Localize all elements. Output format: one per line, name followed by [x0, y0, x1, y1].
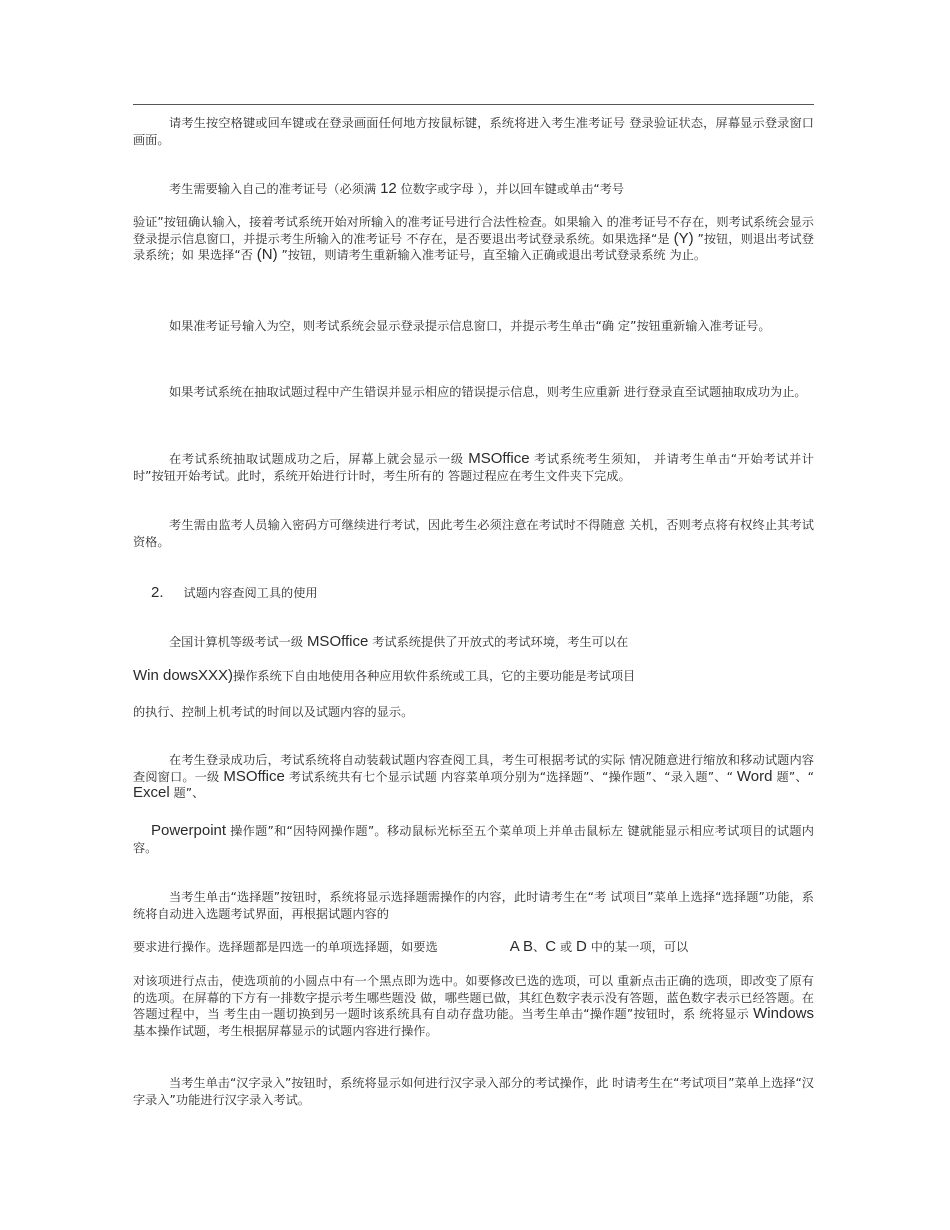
paragraph-empty-id: 如果准考证号输入为空，则考试系统会显示登录提示信息窗口，并提示考生单击“确 定”按钮重新输入准考证号。	[169, 319, 771, 333]
paragraph-chinese-input: 当考生单击“汉字录入”按钮时，系统将显示如何进行汉字录入部分的考试操作，此 时请考生在“考试项目”菜单上选择“汉字录入”功能进行汉字录入考试。	[133, 1076, 814, 1107]
paragraph-powerpoint: Powerpoint 操作题”和“因特网操作题”。移动鼠标光标至五个菜单项上并单击鼠标左 键就能显示相应考试项目的试题内容。	[133, 822, 814, 855]
header-rule	[133, 104, 814, 105]
paragraph-windows-tools: Win dowsXXX)操作系统下自由地使用各种应用软件系统或工具，它的主要功能是考试项目	[133, 667, 636, 684]
paragraph-login-screen: 请考生按空格键或回车键或在登录画面任何地方按鼠标键，系统将进入考生准考证号 登录验证状态，屏幕显示登录窗口画面。	[133, 116, 814, 147]
paragraph-choice-instructions: 要求进行操作。选择题都是四选一的单项选择题，如要选 A B、C 或 D 中的某一项，可以	[133, 938, 689, 955]
section-number: 2.	[151, 584, 164, 601]
paragraph-extraction-error: 如果考试系统在抽取试题过程中产生错误并显示相应的错误提示信息，则考生应重新 进行登录直至试题抽取成功为止。	[169, 385, 807, 399]
paragraph-menu-items: 在考生登录成功后，考试系统将自动装载试题内容查阅工具，考生可根据考试的实际 情况随意进行缩放和移动试题内容查阅窗口。一级 MSOffice 考试系统共有七个显示试题 内容菜单项分别为“选择题”、“操作题”、“录入题”、“ Word 题”、“ Excel 题”、	[133, 753, 814, 801]
paragraph-start-exam: 在考试系统抽取试题成功之后，屏幕上就会显示一级 MSOffice 考试系统考生须知， 并请考生单击“开始考试并计时”按钮开始考试。此时，系统开始进行计时，考生所有的 答题过程应在考生文件夹下完成。	[133, 450, 814, 483]
paragraph-main-functions: 的执行、控制上机考试的时间以及试题内容的显示。	[133, 705, 414, 719]
section-title: 试题内容查阅工具的使用	[183, 586, 318, 600]
paragraph-enter-id-line1: 考生需要输入自己的准考证号（必须满 12 位数字或字母 ），并以回车键或单击“考号	[169, 180, 625, 197]
paragraph-choice-question: 当考生单击“选择题”按钮时，系统将显示选择题需操作的内容，此时请考生在“考 试项目”菜单上选择“选择题”功能，系统将自动进入选题考试界面，再根据试题内容的	[133, 890, 814, 921]
section-heading	[151, 584, 318, 601]
paragraph-select-option: 对该项进行点击，使选项前的小圆点中有一个黑点即为选中。如要修改已选的选项，可以 重新点击正确的选项，即改变了原有的选项。在屏幕的下方有一排数字提示考生哪些题没 做，哪些题已做，其红色数字表示没有答题，蓝色数字表示已经答题。在答题过程中，当 考生由一题切换到另一题时该系统具有自动存盘功能。当考生单击“操作题”按钮时，系 统将显示 Windows 基本操作试题，考生根据屏幕显示的试题内容进行操作。	[133, 974, 814, 1038]
paragraph-password: 考生需由监考人员输入密码方可继续进行考试，因此考生必须注意在考试时不得随意 关机，否则考点将有权终止其考试资格。	[133, 518, 814, 549]
paragraph-open-env: 全国计算机等级考试一级 MSOffice 考试系统提供了开放式的考试环境，考生可以在	[169, 633, 629, 650]
paragraph-id-validation: 验证”按钮确认输入，接着考试系统开始对所输入的准考证号进行合法性检查。如果输入 的准考证号不存在，则考试系统会显示登录提示信息窗口，并提示考生所输入的准考证号 不存在，是否要退出考试登录系统。如果选择“是 (Y) ”按钮，则退出考试登录系统；如 果选择“否 (N) ”按钮，则请考生重新输入准考证号，直至输入正确或退出考试登录系统 为止。	[133, 215, 814, 263]
